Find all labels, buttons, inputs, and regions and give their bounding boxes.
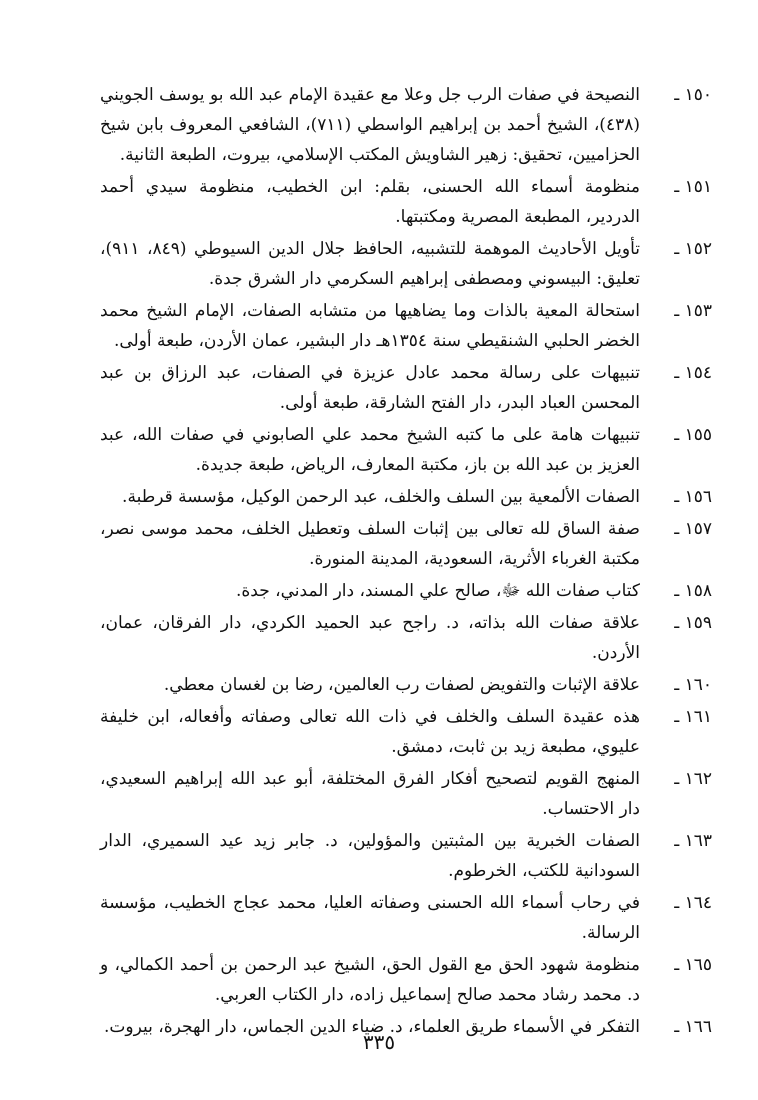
bibliography-entry-151 [100, 172, 712, 232]
entry-text: التفكر في الأسماء طريق العلماء، د. ضياء الدين الجماس، دار الهجرة، بيروت. [103, 1017, 640, 1037]
entry-text: الصفات الألمعية بين السلف والخلف، عبد الرحمن الوكيل، مؤسسة قرطبة. [122, 487, 640, 507]
bibliography-list [100, 80, 712, 1044]
entry-text: هذه عقيدة السلف والخلف في ذات الله تعالى وصفاته وأفعاله، ابن خليفة عليوي، مطبعة زيد بن ثابت، دمشق. [100, 707, 640, 757]
bibliography-entry-158 [100, 576, 712, 606]
bibliography-entry-160 [100, 670, 712, 700]
bibliography-entry-156 [100, 482, 712, 512]
entry-number: ١٥٩ ـ [674, 613, 712, 633]
entry-text: الصفات الخبرية بين المثبتين والمؤولين، د. جابر زيد عيد السميري، الدار السودانية للكتب، الخرطوم. [100, 831, 640, 881]
entry-number: ١٥١ ـ [674, 177, 712, 197]
entry-text: صفة الساق لله تعالى بين إثبات السلف وتعطيل الخلف، محمد موسى نصر، مكتبة الغرباء الأثرية، السعودية، المدينة المنورة. [100, 519, 640, 569]
entry-number: ١٥٨ ـ [674, 581, 712, 601]
entry-text: استحالة المعية بالذات وما يضاهيها من متشابه الصفات، الإمام الشيخ محمد الخضر الحلبي الشنقيطي سنة ١٣٥٤هـ دار البشير، عمان الأردن، طبعة أولى. [100, 301, 640, 351]
entry-text: علاقة صفات الله بذاته، د. راجح عبد الحميد الكردي، دار الفرقان، عمان، الأردن. [100, 613, 640, 663]
bibliography-entry-164 [100, 888, 712, 948]
bibliography-entry-165 [100, 950, 712, 1010]
entry-text: النصيحة في صفات الرب جل وعلا مع عقيدة الإمام عبد الله بو يوسف الجويني (٤٣٨)، الشيخ أحمد بن إبراهيم الواسطي (٧١١)، الشافعي المعروف بابن شيخ الحزاميين، تحقيق: زهير الشاويش المكتب الإسلامي، بيروت، الطبعة الثانية. [100, 85, 640, 165]
bibliography-entry-152 [100, 234, 712, 294]
entry-text: كتاب صفات الله ﷻ، صالح علي المسند، دار المدني، جدة. [235, 581, 640, 601]
entry-number: ١٥٥ ـ [674, 425, 712, 445]
entry-number: ١٦٥ ـ [674, 955, 712, 975]
bibliography-entry-162 [100, 764, 712, 824]
entry-number: ١٥٠ ـ [674, 85, 712, 105]
entry-text: تنبيهات هامة على ما كتبه الشيخ محمد علي الصابوني في صفات الله، عبد العزيز بن عبد الله بن باز، مكتبة المعارف، الرياض، طبعة جديدة. [100, 425, 640, 475]
bibliography-entry-163 [100, 826, 712, 886]
entry-number: ١٦٤ ـ [674, 893, 712, 913]
bibliography-entry-154 [100, 358, 712, 418]
entry-text: تأويل الأحاديث الموهمة للتشبيه، الحافظ جلال الدين السيوطي (٨٤٩، ٩١١)، تعليق: البيسوني ومصطفى إبراهيم السكرمي دار الشرق جدة. [100, 239, 641, 289]
entry-text: تنبيهات على رسالة محمد عادل عزيزة في الصفات، عبد الرزاق بن عبد المحسن العباد البدر، دار الفتح الشارقة، طبعة أولى. [100, 363, 640, 413]
bibliography-entry-155 [100, 420, 712, 480]
entry-number: ١٦٢ ـ [674, 769, 712, 789]
entry-number: ١٦٠ ـ [674, 675, 712, 695]
entry-text: علاقة الإثبات والتفويض لصفات رب العالمين، رضا بن لغسان معطي. [163, 675, 640, 695]
bibliography-entry-159 [100, 608, 712, 668]
page-number: ٣٣٥ [362, 1030, 396, 1054]
entry-number: ١٥٦ ـ [674, 487, 712, 507]
entry-number: ١٥٧ ـ [674, 519, 712, 539]
entry-number: ١٦١ ـ [674, 707, 712, 727]
entry-number: ١٦٦ ـ [674, 1017, 712, 1037]
entry-number: ١٦٣ ـ [674, 831, 712, 851]
entry-text: المنهج القويم لتصحيح أفكار الفرق المختلفة، أبو عبد الله إبراهيم السعيدي، دار الاحتساب. [100, 769, 640, 819]
entry-number: ١٥٢ ـ [674, 239, 712, 259]
entry-number: ١٥٤ ـ [674, 363, 712, 383]
bibliography-entry-150 [100, 80, 712, 170]
entry-text: منظومة شهود الحق مع القول الحق، الشيخ عبد الرحمن بن أحمد الكمالي، و د. محمد رشاد محمد صالح إسماعيل زاده، دار الكتاب العربي. [100, 955, 640, 1005]
bibliography-entry-161 [100, 702, 712, 762]
bibliography-entry-153 [100, 296, 712, 356]
entry-text: في رحاب أسماء الله الحسنى وصفاته العليا، محمد عجاج الخطيب، مؤسسة الرسالة. [100, 893, 640, 943]
entry-number: ١٥٣ ـ [674, 301, 712, 321]
entry-text: منظومة أسماء الله الحسنى، بقلم: ابن الخطيب، منظومة سيدي أحمد الدردير، المطبعة المصرية ومكتبتها. [100, 177, 640, 227]
bibliography-entry-157 [100, 514, 712, 574]
